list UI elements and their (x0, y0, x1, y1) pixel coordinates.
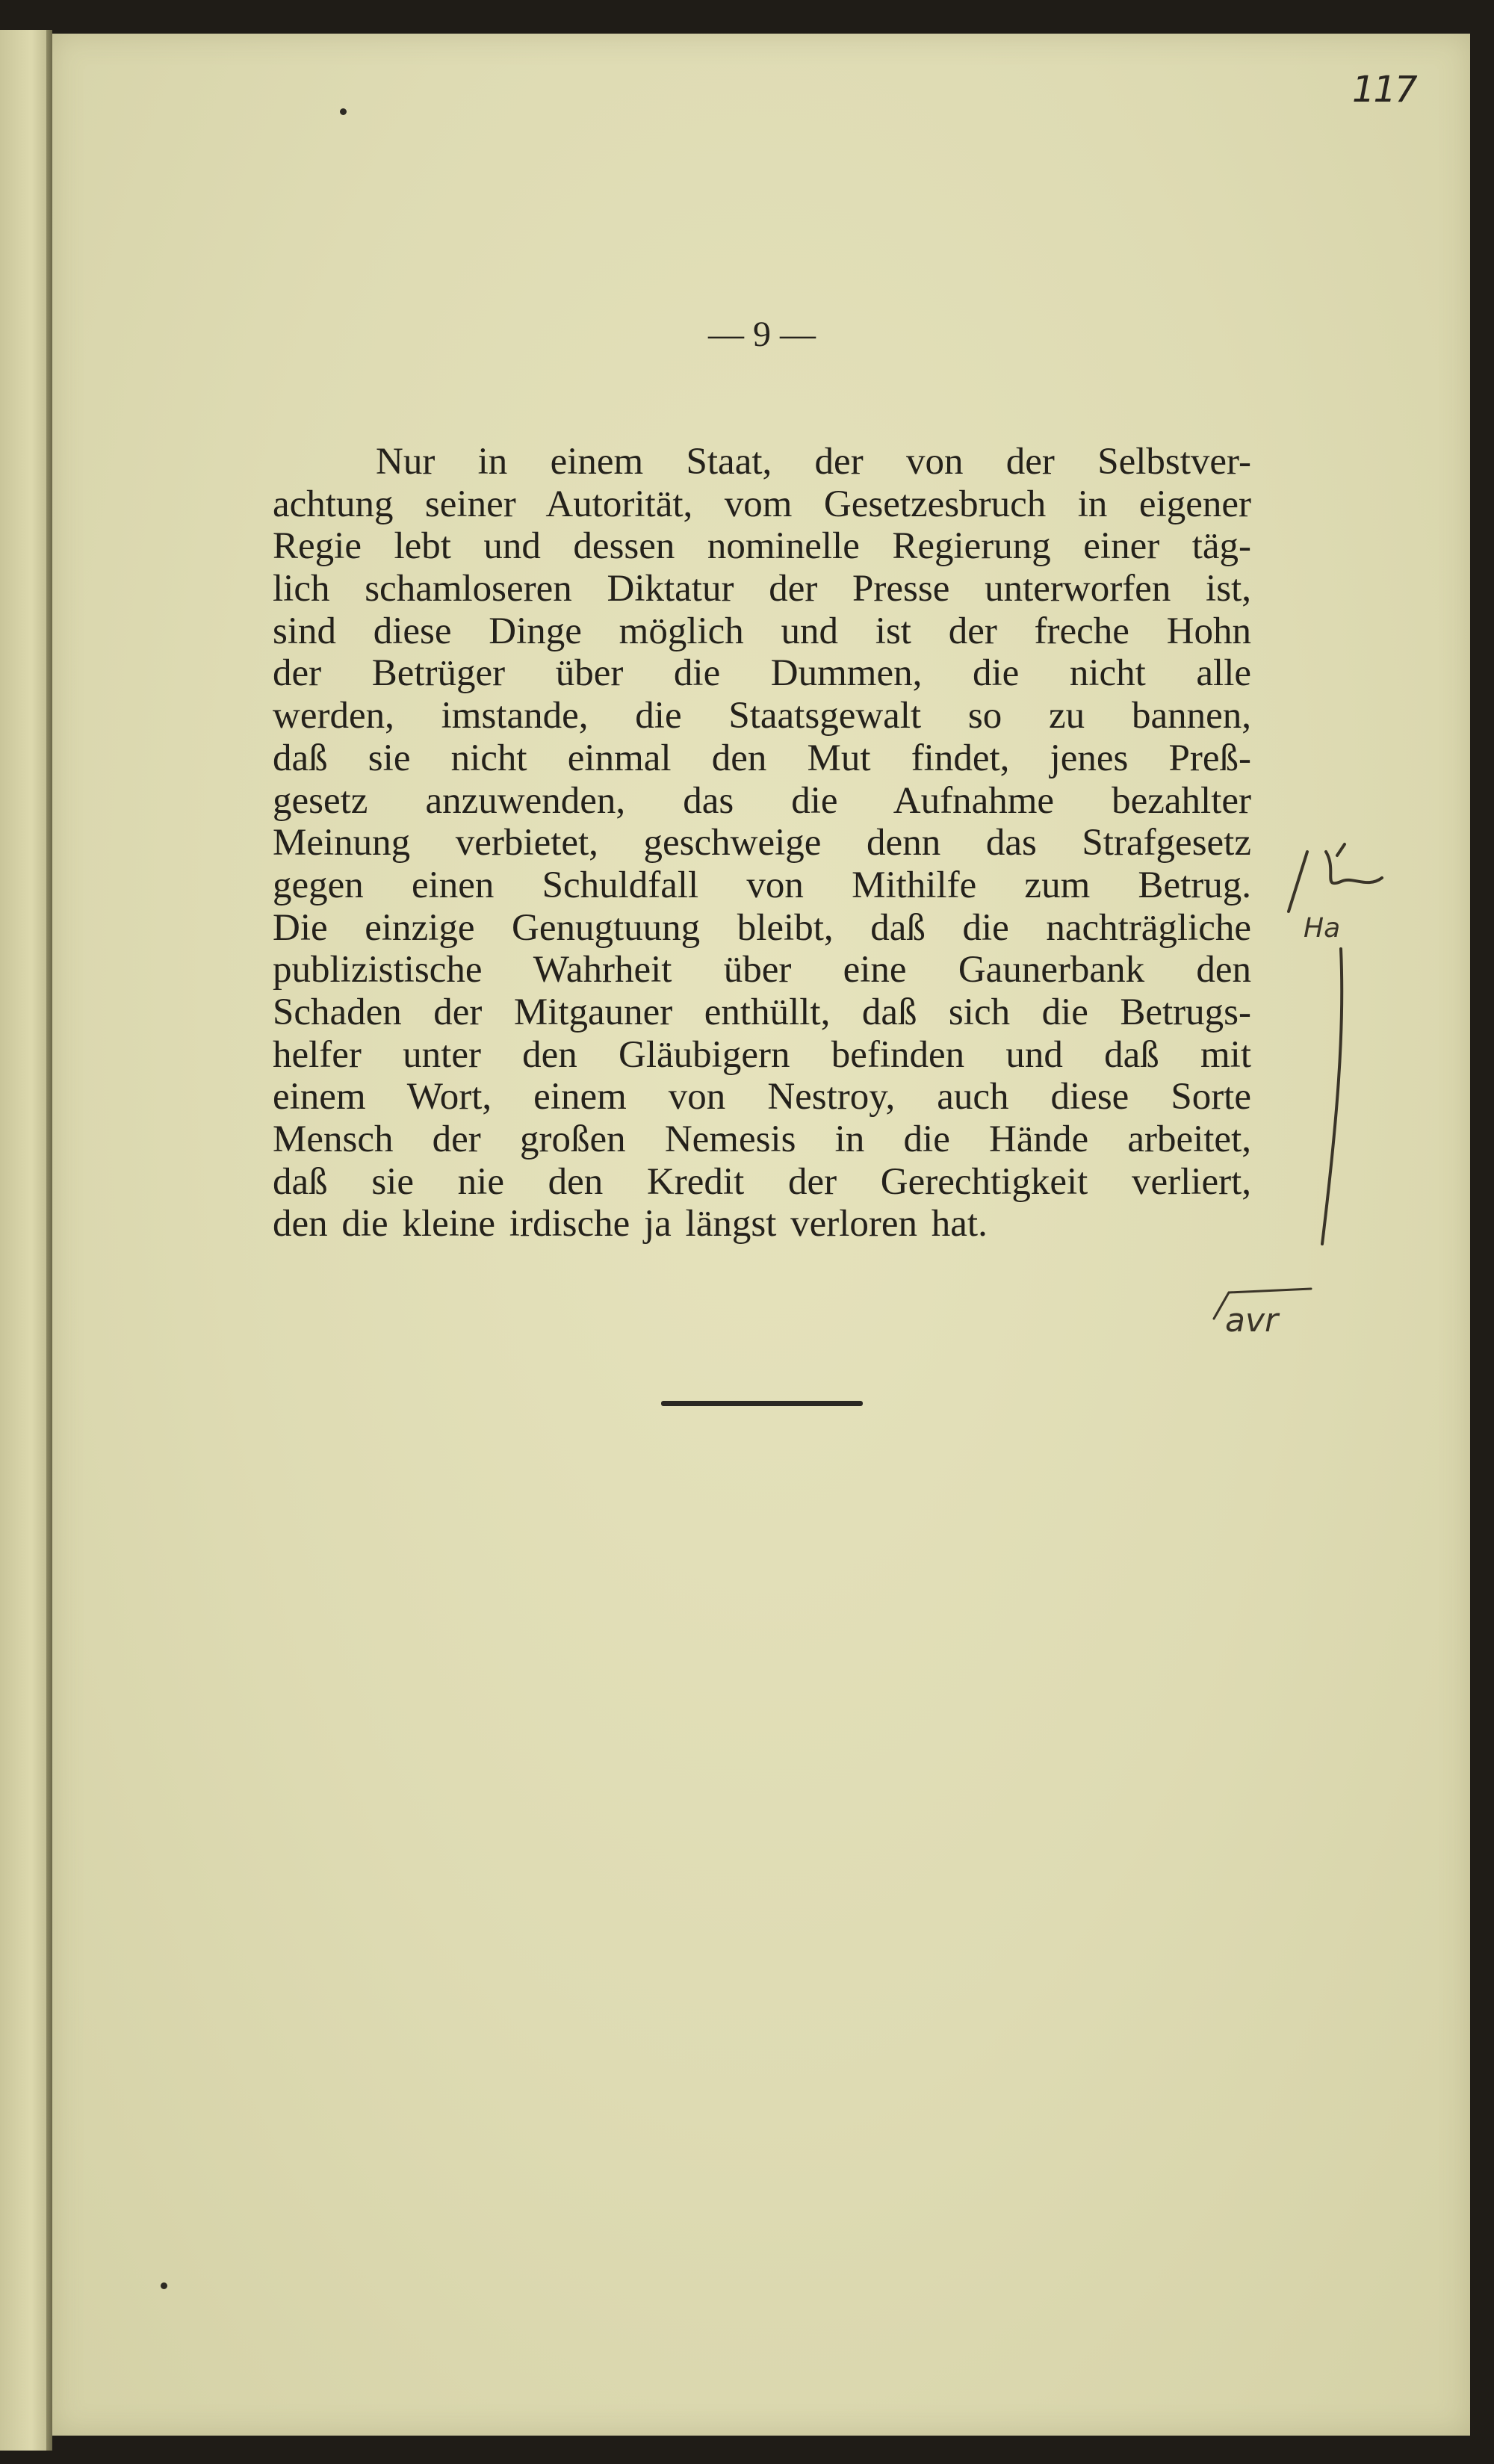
margin-note-avr: avr (1225, 1301, 1279, 1340)
text-line: Regie lebt und dessen nominelle Regierung einer täg- (273, 525, 1251, 568)
previous-page-edge (0, 30, 52, 2451)
text-line: Mensch der großen Nemesis in die Hände arbeitet, (273, 1118, 1251, 1160)
text-line: Schaden der Mitgauner enthüllt, daß sich die Betrugs- (273, 991, 1251, 1033)
text-line: helfer unter den Gläubigern befinden und daß mit (273, 1033, 1251, 1076)
text-line: Meinung verbietet, geschweige denn das Strafgesetz (273, 822, 1251, 864)
book-spine (46, 30, 52, 2451)
text-line: werden, imstande, die Staatsgewalt so zu bannen, (273, 695, 1251, 737)
speck (161, 2282, 167, 2289)
text-line: Nur in einem Staat, der von der Selbstver- (376, 441, 1251, 483)
speck (340, 108, 347, 115)
text-line: sind diese Dinge möglich und ist der freche Hohn (273, 610, 1251, 652)
text-line: daß sie nicht einmal den Mut findet, jenes Preß- (273, 737, 1251, 779)
body-paragraph (273, 441, 1251, 1245)
margin-pencil-mark (1270, 837, 1404, 1255)
text-line: gegen einen Schuldfall von Mithilfe zum Betrug. (273, 864, 1251, 906)
text-line: lich schamloseren Diktatur der Presse unterworfen ist, (273, 568, 1251, 610)
text-line: den die kleine irdische ja längst verloren hat. (273, 1203, 988, 1245)
text-line: publizistische Wahrheit über eine Gaunerbank den (273, 949, 1251, 991)
page-number: — 9 — (708, 315, 816, 354)
end-rule (661, 1401, 863, 1406)
text-line: gesetz anzuwenden, das die Aufnahme bezahlter (273, 779, 1251, 822)
text-line: der Betrüger über die Dummen, die nicht alle (273, 652, 1251, 695)
text-line: daß sie nie den Kredit der Gerechtigkeit verliert, (273, 1160, 1251, 1203)
text-line: einem Wort, einem von Nestroy, auch diese Sorte (273, 1076, 1251, 1118)
handwritten-folio-number: 117 (1352, 69, 1416, 111)
margin-note-ha: Ha (1304, 913, 1341, 944)
text-line: achtung seiner Autorität, vom Gesetzesbruch in eigener (273, 483, 1251, 525)
vertical-bracket-line (1322, 949, 1342, 1244)
scribble-mark (1326, 844, 1382, 883)
text-line: Die einzige Genugtuung bleibt, daß die nachträgliche (273, 906, 1251, 949)
slash-mark (1289, 852, 1307, 911)
